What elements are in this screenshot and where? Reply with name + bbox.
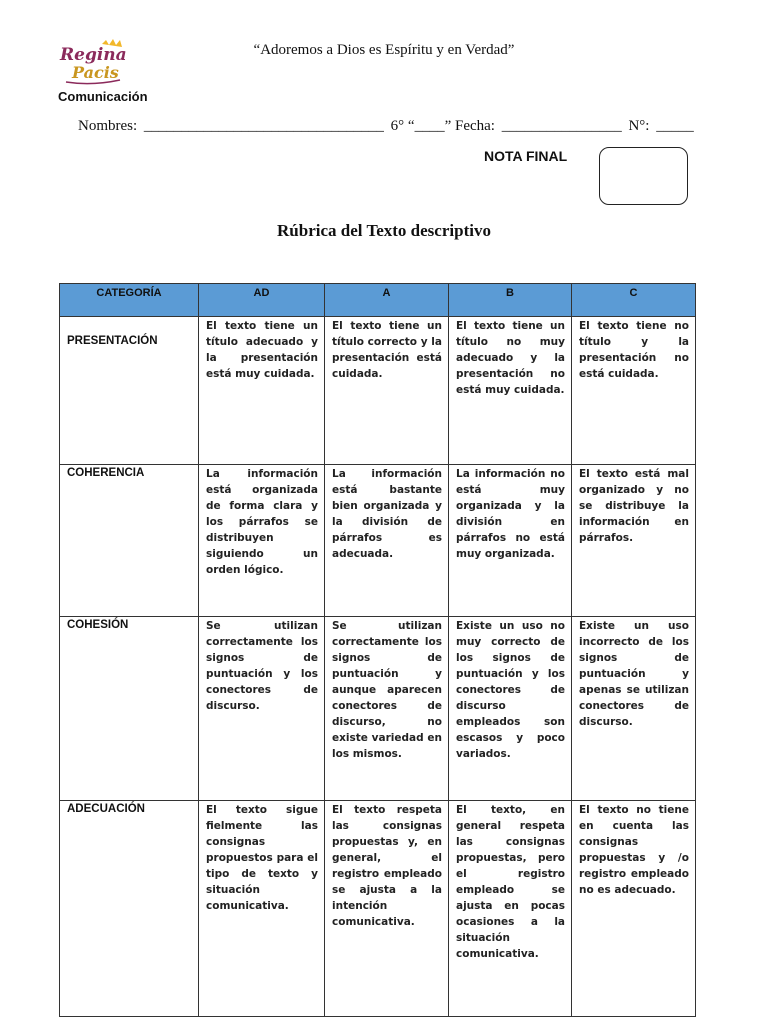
criterion-cell: El texto tiene un título no muy adecuado y la presentación no está muy cuidada. <box>449 317 572 465</box>
table-row <box>60 317 696 465</box>
criterion-cell: El texto, en general respeta las consignas propuestas, pero el registro empleado se ajusta en pocas ocasiones a la situación comunicativa. <box>449 801 572 1017</box>
column-header-a: A <box>325 284 449 317</box>
student-info-line <box>78 118 697 135</box>
criterion-cell: El texto tiene un título adecuado y la presentación está muy cuidada. <box>199 317 325 465</box>
document-title: Rúbrica del Texto descriptivo <box>277 221 491 240</box>
subject-label: Comunicación <box>58 89 148 104</box>
column-header-b: B <box>449 284 572 317</box>
criterion-cell: Existe un uso incorrecto de los signos de puntuación y apenas se utilizan conectores de discurso. <box>572 617 696 801</box>
criterion-cell: Existe un uso no muy correcto de los signos de puntuación y los conectores de discurso empleados son escasos y poco variados. <box>449 617 572 801</box>
svg-text:Pacis: Pacis <box>72 63 119 82</box>
number-label: N°: <box>628 118 650 134</box>
criterion-cell: La información está organizada de forma clara y los párrafos se distribuyen siguiendo un orden lógico. <box>199 465 325 617</box>
category-cell: ADECUACIÓN <box>60 801 199 1017</box>
svg-text:Regina: Regina <box>60 45 127 65</box>
grade-label: 6° “____” Fecha: <box>390 118 495 134</box>
school-motto: “Adoremos a Dios es Espíritu y en Verdad” <box>253 42 515 58</box>
column-header-c: C <box>572 284 696 317</box>
table-row <box>60 617 696 801</box>
final-grade-box[interactable] <box>599 147 688 205</box>
rubric-table <box>59 283 696 1017</box>
name-field[interactable]: ________________________________ <box>143 118 384 134</box>
table-row <box>60 801 696 1017</box>
criterion-cell: El texto tiene no título y la presentación no está cuidada. <box>572 317 696 465</box>
criterion-cell: El texto tiene un título correcto y la presentación está cuidada. <box>325 317 449 465</box>
criterion-cell: El texto no tiene en cuenta las consignas propuestas y /o registro empleado no es adecuado. <box>572 801 696 1017</box>
column-header-category: CATEGORÍA <box>60 284 199 317</box>
criterion-cell: El texto respeta las consignas propuestas y, en general, el registro empleado se ajusta a la intención comunicativa. <box>325 801 449 1017</box>
column-header-ad: AD <box>199 284 325 317</box>
name-label: Nombres: <box>78 118 138 134</box>
final-grade-label: NOTA FINAL <box>484 148 568 164</box>
criterion-cell: El texto sigue fielmente las consignas propuestos para el tipo de texto y situación comunicativa. <box>199 801 325 1017</box>
criterion-cell: El texto está mal organizado y no se distribuye la información en párrafos. <box>572 465 696 617</box>
table-header-row <box>60 284 696 317</box>
category-cell: PRESENTACIÓN <box>60 317 199 465</box>
category-cell: COHESIÓN <box>60 617 199 801</box>
criterion-cell: Se utilizan correctamente los signos de puntuación y aunque aparecen conectores de discurso, no existe variedad en los mismos. <box>325 617 449 801</box>
criterion-cell: La información está bastante bien organizada y la división de párrafos es adecuada. <box>325 465 449 617</box>
number-field[interactable]: _____ <box>656 118 694 134</box>
criterion-cell: Se utilizan correctamente los signos de puntuación y los conectores de discurso. <box>199 617 325 801</box>
criterion-cell: La información no está muy organizada y la división en párrafos no está muy organizada. <box>449 465 572 617</box>
category-cell: COHERENCIA <box>60 465 199 617</box>
date-field[interactable]: ________________ <box>501 118 622 134</box>
table-row <box>60 465 696 617</box>
